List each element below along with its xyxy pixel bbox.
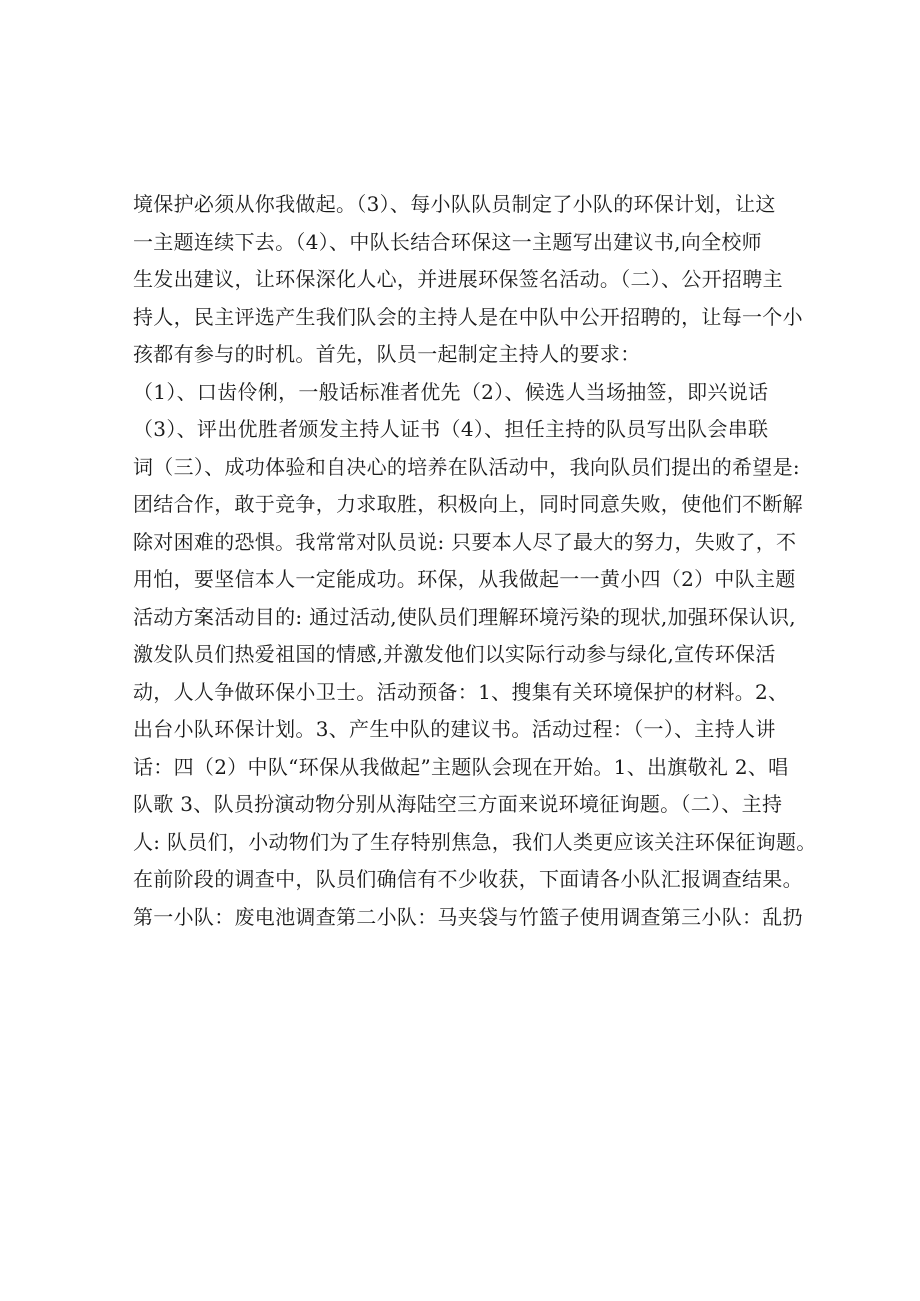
text-line: 活动方案活动目的: 通过活动,使队员们理解环境污染的现状,加强环保认识, [133,604,796,629]
text-line: 出台小队环保计划。3、产生中队的建议书。活动过程：（一）、主持人讲 [133,717,776,741]
text-line: 队歌 3、队员扮演动物分别从海陆空三方面来说环境征询题。（二）、主持 [133,792,783,816]
text-line: （1）、口齿伶俐，一般话标准者优先（2）、候选人当场抽签，即兴说话 [133,379,769,404]
text-line: 团结合作，敢于竞争，力求取胜，积极向上，同时同意失败，使他们不断解 [133,492,803,516]
text-line: 话：四（2）中队“环保从我做起”主题队会现在开始。1、出旗敬礼 2、唱 [133,754,789,779]
text-line: （3）、评出优胜者颁发主持人证书（4）、担任主持的队员写出队会串联 [133,417,769,441]
text-line: 动，人人争做环保小卫士。活动预备：1、搜集有关环境保护的材料。2、 [133,679,789,704]
text-line: 人: 队员们，小动物们为了生存特别焦急，我们人类更应该关注环保征询题。 [133,829,817,854]
text-line: 持人，民主评选产生我们队会的主持人是在中队中公开招聘的，让每一个小 [133,304,803,329]
text-line: 除对困难的恐惧。我常常对队员说: 只要本人尽了最大的努力，失败了，不 [133,529,797,554]
text-line: 境保护必须从你我做起。（3）、每小队队员制定了小队的环保计划，让这 [133,192,776,216]
text-line: 孩都有参与的时机。首先，队员一起制定主持人的要求： [133,342,641,366]
body-text [133,186,817,936]
text-line: 词（三）、成功体验和自决心的培养在队活动中，我向队员们提出的希望是: [133,454,800,479]
text-line: 在前阶段的调查中，队员们确信有不少收获，下面请各小队汇报调查结果。 [133,867,803,891]
text-line: 用怕，要坚信本人一定能成功。环保，从我做起一一黄小四（2）中队主题 [133,567,796,591]
text-line: 第一小队：废电池调查第二小队：马夹袋与竹篮子使用调查第三小队：乱扔 [133,904,803,929]
text-line: 激发队员们热爱祖国的情感,并激发他们以实际行动参与绿化,宣传环保活 [133,642,776,666]
text-line: 一主题连续下去。（4）、中队长结合环保这一主题写出建议书,向全校师 [133,229,762,254]
text-line: 生发出建议，让环保深化人心，并进展环保签名活动。（二）、公开招聘主 [133,267,783,291]
